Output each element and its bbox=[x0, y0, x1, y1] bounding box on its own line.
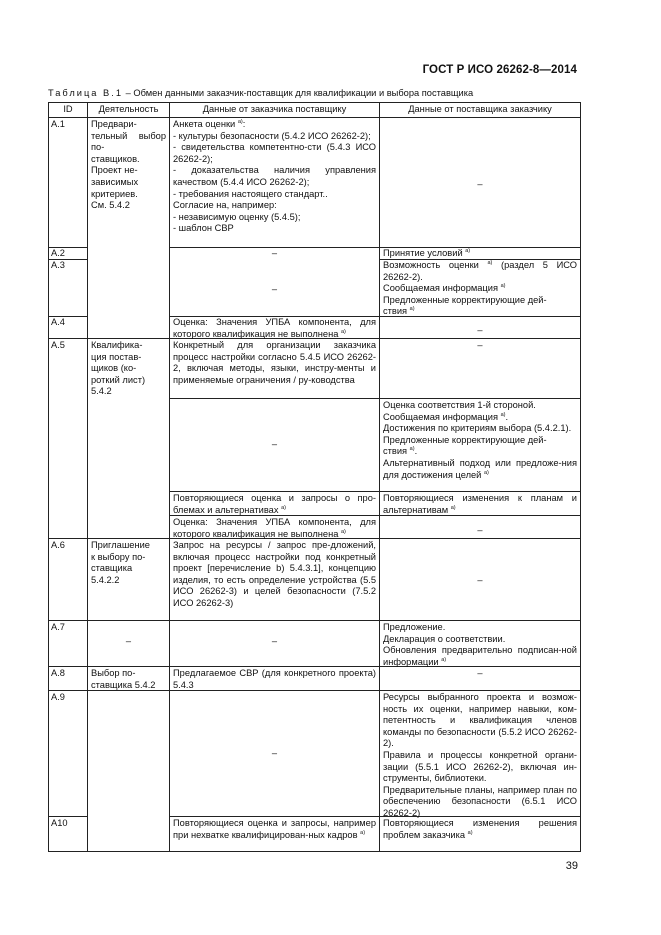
row-id: А.8 bbox=[51, 668, 65, 678]
supplier-text: Предложенные корректирующие дей- bbox=[383, 294, 547, 305]
footnote-mark: а) bbox=[441, 656, 447, 663]
customer-data-cell: Предлагаемое СВР (для конкретного проекта) 5.4.3 bbox=[173, 668, 376, 690]
row-id: А.7 bbox=[51, 622, 65, 632]
activity-cell bbox=[88, 339, 169, 398]
customer-data-cell: – bbox=[271, 748, 278, 758]
activity-line: Предвари- bbox=[91, 119, 137, 129]
row-id: А.9 bbox=[51, 692, 65, 702]
footnote-mark: а) bbox=[409, 306, 415, 313]
customer-text: Повторяющиеся оценка и запросы, например при нехватке квалифицирован-ных кадров bbox=[173, 818, 376, 840]
questionnaire-title: Анкета оценки bbox=[173, 119, 236, 129]
supplier-text: Достижения по критериям выбора (5.4.2.1). bbox=[383, 423, 572, 434]
supplier-text: Ресурсы выбранного проекта и возмож-ность их оценки, например навыки, ком-петентность и квалификация членов команды по безопасности (5.5.2 ИСО 26262-2). bbox=[383, 692, 577, 749]
customer-data-cell bbox=[170, 516, 379, 540]
customer-data-cell: – bbox=[271, 248, 278, 258]
footnote-mark: а) bbox=[467, 829, 473, 836]
activity-line: щиков (ко- bbox=[91, 363, 137, 374]
table-caption bbox=[48, 88, 473, 98]
row-id: А.6 bbox=[51, 540, 65, 550]
row-id: А.3 bbox=[51, 260, 65, 270]
customer-data-cell: – bbox=[271, 636, 278, 646]
activity-line: ция постав- bbox=[91, 351, 142, 362]
supplier-data-cell: – bbox=[477, 179, 483, 189]
customer-text: Оценка: Значения УПБА компонента, для которого квалификация не выполнена bbox=[173, 317, 376, 339]
footnote-mark: а) bbox=[281, 504, 286, 511]
table-caption-label: Таблица В.1 bbox=[48, 88, 123, 98]
footnote-mark: а) bbox=[465, 248, 471, 254]
supplier-text: Повторяющиеся изменения к планам и альтернативам bbox=[383, 493, 577, 515]
row-id: А.5 bbox=[51, 340, 65, 350]
supplier-data-cell: – bbox=[477, 525, 483, 535]
footnote-mark: а) bbox=[341, 528, 346, 535]
activity-line: ставщиков. bbox=[91, 153, 140, 164]
document-header: ГОСТ Р ИСО 26262-8—2014 bbox=[422, 64, 577, 76]
activity-line: Приглашение bbox=[91, 540, 150, 550]
supplier-text: Декларация о соответствии. bbox=[383, 633, 506, 644]
customer-data-cell: – bbox=[271, 284, 278, 294]
activity-line: ставщика bbox=[91, 563, 133, 574]
questionnaire-item: - свидетельства компетентно-сти (5.4.3 ИСО 26262-2); bbox=[173, 142, 376, 164]
footnote-mark: а) bbox=[341, 328, 346, 335]
footnote-mark: а) bbox=[487, 260, 493, 266]
activity-line: См. 5.4.2 bbox=[91, 200, 130, 211]
activity-line: ставщика 5.4.2 bbox=[91, 679, 156, 690]
supplier-text: Сообщаемая информация bbox=[383, 411, 498, 422]
supplier-text: Повторяющиеся изменения решения проблем заказчика bbox=[383, 818, 577, 840]
activity-cell bbox=[88, 118, 169, 212]
row-id: А10 bbox=[51, 818, 68, 828]
supplier-data-cell: – bbox=[477, 325, 483, 335]
activity-cell: – bbox=[125, 636, 132, 646]
row-id: А.2 bbox=[51, 248, 65, 258]
activity-line: критериев. bbox=[91, 188, 138, 199]
activity-line: 5.4.2.2 bbox=[91, 574, 120, 585]
supplier-data-cell: – bbox=[477, 668, 483, 678]
customer-data-cell: Анкета оценки $^{а)}$: - культуры безопасности (5.4.2 ИСО 26262-2); - свидетельства компетентно-сти (5.4.3 ИСО 26262-2); - доказательства наличия управления качеством (5.4.4 ИСО 26262-2); - требования настоящего стандарт.. Согласие на, например: - независимую оценку (5.4.5); - шаблон СВР bbox=[173, 119, 376, 234]
supplier-text: Предложение. bbox=[383, 622, 446, 632]
footnote-mark: а) bbox=[360, 829, 366, 836]
supplier-text: ствия bbox=[383, 306, 408, 317]
footnote-mark: а) bbox=[409, 446, 415, 453]
supplier-exchange-table bbox=[48, 102, 581, 852]
questionnaire-item: - культуры безопасности (5.4.2 ИСО 26262-2); bbox=[173, 130, 371, 141]
activity-line: Проект не- bbox=[91, 165, 138, 176]
supplier-data-cell bbox=[380, 259, 580, 318]
footnote-mark: а) bbox=[500, 411, 506, 418]
activity-line: 5.4.2 bbox=[91, 386, 112, 397]
supplier-data-cell: – bbox=[477, 340, 483, 350]
supplier-data-cell bbox=[380, 817, 580, 841]
supplier-data-cell bbox=[380, 247, 580, 260]
customer-data-cell bbox=[170, 316, 379, 340]
questionnaire-item: - требования настоящего стандарт.. bbox=[173, 188, 328, 199]
column-divider bbox=[87, 102, 88, 852]
header-supplier-data: Данные от поставщика заказчику bbox=[408, 104, 552, 114]
supplier-text: Сообщаемая информация bbox=[383, 283, 498, 294]
table-caption-text: – Обмен данными заказчик-поставщик для квалификации и выбора поставщика bbox=[125, 88, 474, 98]
customer-data-cell bbox=[170, 492, 379, 516]
header-activity: Деятельность bbox=[98, 104, 159, 114]
activity-line: тельный выбор по- bbox=[91, 130, 166, 153]
supplier-data-cell bbox=[380, 621, 580, 668]
row-id: А.4 bbox=[51, 317, 65, 327]
activity-cell bbox=[88, 667, 169, 691]
customer-data-cell: Конкретный для организации заказчика процесс настройки согласно 5.4.5 ИСО 26262-2, включая методы, языки, инстру-менты и применяемые ограничения / ру-ководства bbox=[173, 340, 376, 385]
page-number: 39 bbox=[565, 860, 578, 872]
footnote-mark: а) bbox=[237, 119, 243, 125]
customer-text: Оценка: Значения УПБА компонента, для которого квалификация не выполнена bbox=[173, 517, 376, 539]
supplier-text: Предложенные корректирующие дей- bbox=[383, 434, 547, 445]
activity-line: роткий лист) bbox=[91, 374, 146, 385]
supplier-data-cell: – bbox=[477, 575, 483, 585]
row-id: А.1 bbox=[51, 119, 65, 129]
customer-data-cell: – bbox=[271, 439, 278, 449]
activity-line: Выбор по- bbox=[91, 668, 136, 678]
supplier-text: ствия bbox=[383, 446, 408, 457]
header-id: ID bbox=[63, 104, 73, 114]
footnote-mark: а) bbox=[483, 469, 489, 476]
supplier-text: Возможность оценки bbox=[383, 260, 479, 270]
agreement-label: Согласие на, например: bbox=[173, 200, 277, 211]
header-customer-data: Данные от заказчика поставщику bbox=[202, 104, 347, 114]
supplier-data-cell bbox=[380, 691, 580, 820]
customer-data-cell bbox=[170, 817, 379, 841]
supplier-text: Оценка соответствия 1-й стороной. bbox=[383, 400, 536, 410]
supplier-text: Правила и процессы конкретной органи-зации (5.5.1 ИСО 26262-2), включая ин-струменты, библиотеки. bbox=[383, 749, 577, 784]
supplier-text: Альтернативный подход или предложе-ния для достижения целей bbox=[383, 457, 577, 480]
activity-line: зависимых bbox=[91, 176, 139, 187]
activity-line: Квалифика- bbox=[91, 340, 143, 350]
supplier-text: Предварительные планы, например план по обеспечению безопасности (6.5.1 ИСО 26262-2) bbox=[383, 784, 577, 818]
footnote-mark: а) bbox=[500, 283, 506, 290]
activity-cell bbox=[88, 539, 169, 586]
questionnaire-item: - доказательства наличия управления качеством (5.4.4 ИСО 26262-2); bbox=[173, 165, 376, 187]
supplier-data-cell bbox=[380, 492, 580, 516]
agreement-item: - независимую оценку (5.4.5); bbox=[173, 211, 301, 222]
activity-line: к выбору по- bbox=[91, 551, 146, 562]
supplier-data-cell: Оценка соответствия 1-й стороной. Сообщаемая информация $^{а)}$. Достижения по критериям выбора (5.4.2.1). Предложенные корректирующие дей- ствия $^{а)}$. Альтернативный подход или предложе-ния для достижения целей $^{а)}$ bbox=[383, 400, 577, 480]
customer-text: Повторяющиеся оценка и запросы о про-блемах и альтернативах bbox=[173, 493, 376, 515]
supplier-text: Обновления предварительно подписан-ной информации bbox=[383, 645, 577, 667]
supplier-text: (раздел 5 ИСО 26262-2). bbox=[383, 260, 577, 282]
agreement-item: - шаблон СВР bbox=[173, 223, 234, 234]
footnote-mark: а) bbox=[450, 504, 456, 511]
customer-data-cell: Запрос на ресурсы / запрос пре-дложений, включая процесс настройки под конкретный проект [перечисление b) 5.4.3.1], концепцию изделия, то есть определение устройства (5.5 ИСО 26262-3) и целей безопасности (7.5.2 ИСО 26262-3) bbox=[173, 540, 376, 608]
supplier-text: Принятие условий bbox=[383, 248, 463, 258]
